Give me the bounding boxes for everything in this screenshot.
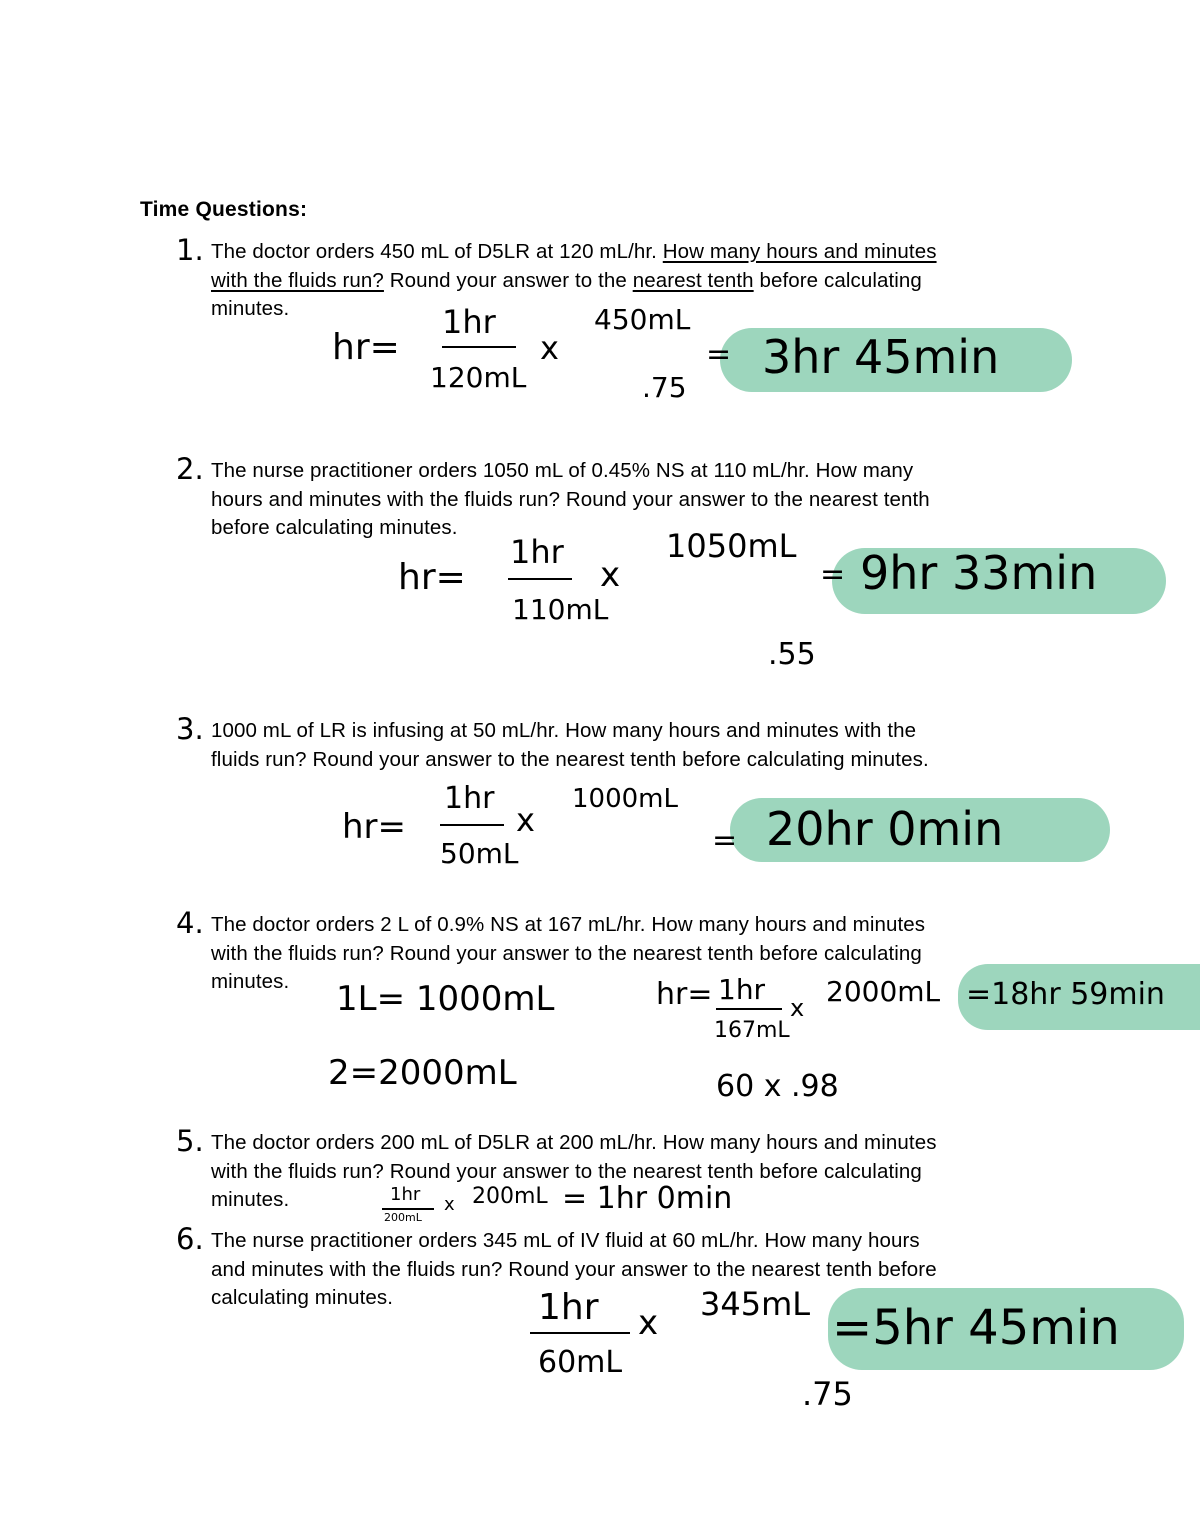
work-quantity: 200mL xyxy=(472,1184,548,1209)
underlined-fragment: How many hours and minutes xyxy=(662,240,937,263)
work-conversion: 2=2000mL xyxy=(328,1053,517,1093)
question-line: with the fluids run? Round your answer to the nearest tenth before calculating xyxy=(211,941,922,965)
question-number: 5. xyxy=(176,1124,204,1158)
question-line xyxy=(211,267,1071,296)
question-line xyxy=(211,238,1071,267)
work-quantity: 1000mL xyxy=(572,784,678,814)
work-operator: x xyxy=(790,994,805,1022)
work-operator: x xyxy=(444,1194,455,1215)
work-numerator: 1hr xyxy=(444,781,495,816)
work-numerator: 1hr xyxy=(538,1287,599,1328)
work-operator: x xyxy=(638,1303,659,1343)
answer-text: 9hr 33min xyxy=(860,546,1098,600)
question-line: minutes. xyxy=(211,970,290,993)
question-fragment: Round your answer to the xyxy=(383,268,633,292)
underlined-fragment: nearest tenth xyxy=(632,268,754,292)
question-line: with the fluids run? Round your answer to the nearest tenth before calculating xyxy=(211,1159,922,1183)
question-number: 3. xyxy=(176,712,204,746)
work-equals: = xyxy=(712,823,738,858)
question-number: 2. xyxy=(176,452,204,486)
work-numerator: 1hr xyxy=(510,533,564,571)
work-lhs: hr= xyxy=(332,327,400,368)
work-denominator: 200mL xyxy=(384,1211,422,1224)
work-denominator: 110mL xyxy=(512,593,609,626)
work-conversion: 1L= 1000mL xyxy=(336,979,555,1019)
question-line: hours and minutes with the fluids run? Round your answer to the nearest tenth xyxy=(211,487,930,511)
work-decimal: .75 xyxy=(642,371,687,404)
question-text xyxy=(211,457,1071,543)
work-quantity: 2000mL xyxy=(826,975,941,1008)
question-line: 1000 mL of LR is infusing at 50 mL/hr. How many hours and minutes with the xyxy=(211,719,917,742)
fraction-bar xyxy=(508,578,572,580)
work-lhs: hr= xyxy=(398,557,466,598)
work-decimal: .75 xyxy=(802,1375,853,1413)
question-fragment: The doctor orders 450 mL of D5LR at 120 mL/hr. xyxy=(211,240,663,263)
question-line: and minutes with the fluids run? Round your answer to the nearest tenth before xyxy=(211,1257,937,1281)
fraction-bar xyxy=(442,346,516,348)
page-title: Time Questions: xyxy=(140,198,308,221)
work-denominator: 60mL xyxy=(538,1345,623,1380)
question-line: before calculating minutes. xyxy=(211,516,458,539)
question-line: The doctor orders 200 mL of D5LR at 200 mL/hr. How many hours and minutes xyxy=(211,1131,937,1154)
work-quantity: 345mL xyxy=(700,1285,811,1323)
work-operator: x xyxy=(540,329,559,367)
work-quantity: 450mL xyxy=(594,303,691,336)
answer-text: 20hr 0min xyxy=(766,802,1004,856)
work-operator: x xyxy=(516,801,535,839)
question-number: 6. xyxy=(176,1222,204,1256)
work-denominator: 120mL xyxy=(430,361,527,394)
question-line: The nurse practitioner orders 345 mL of IV fluid at 60 mL/hr. How many hours xyxy=(211,1229,920,1252)
work-equals: = xyxy=(820,557,846,592)
work-quantity: 1050mL xyxy=(666,527,797,565)
answer-text: = 1hr 0min xyxy=(562,1181,733,1216)
work-numerator: 1hr xyxy=(442,303,496,341)
question-line: minutes. xyxy=(211,297,290,320)
question-line: calculating minutes. xyxy=(211,1286,394,1309)
question-line: The nurse practitioner orders 1050 mL of 0.45% NS at 110 mL/hr. How many xyxy=(211,459,914,482)
answer-text: 3hr 45min xyxy=(762,330,1000,384)
fraction-bar xyxy=(530,1332,630,1334)
question-text xyxy=(211,717,1071,774)
work-decimal: .55 xyxy=(768,637,816,672)
underlined-fragment: with the fluids run? xyxy=(211,268,384,292)
work-numerator: 1hr xyxy=(390,1184,421,1205)
work-operator: x xyxy=(600,555,621,595)
work-equals: = xyxy=(706,337,732,372)
question-line: minutes. xyxy=(211,1188,290,1211)
question-fragment: before calculating xyxy=(753,268,922,292)
work-denominator: 50mL xyxy=(440,837,519,870)
question-number: 4. xyxy=(176,906,204,940)
fraction-bar xyxy=(716,1008,782,1010)
work-lhs: hr= xyxy=(656,977,713,1012)
work-denominator: 167mL xyxy=(714,1018,790,1043)
fraction-bar xyxy=(440,824,504,826)
question-line: fluids run? Round your answer to the nearest tenth before calculating minutes. xyxy=(211,747,929,771)
work-numerator: 1hr xyxy=(718,973,766,1006)
answer-text: =18hr 59min xyxy=(966,977,1165,1012)
question-number: 1. xyxy=(176,233,204,267)
question-line: The doctor orders 2 L of 0.9% NS at 167 mL/hr. How many hours and minutes xyxy=(211,913,926,936)
answer-text: =5hr 45min xyxy=(832,1300,1120,1356)
work-calculation: 60 x .98 xyxy=(716,1069,839,1104)
work-lhs: hr= xyxy=(342,807,407,847)
fraction-bar xyxy=(382,1208,434,1210)
